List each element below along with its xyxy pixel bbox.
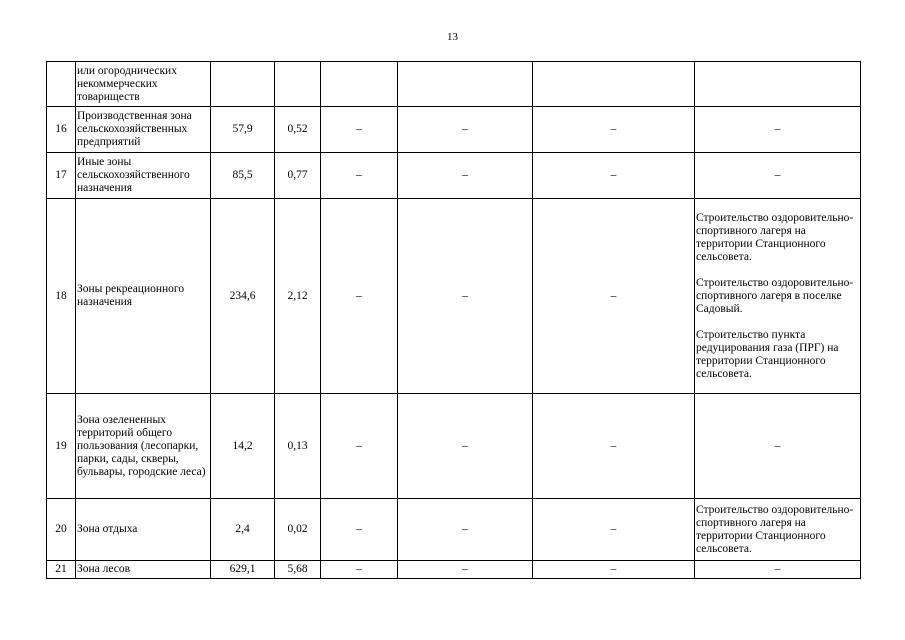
row-number: 18 [47,199,76,394]
note-spacer [696,264,859,277]
table-row [47,62,861,107]
column-7-value [533,62,695,107]
column-5-value: – [321,199,398,394]
table-row [47,394,861,499]
column-6-value [398,62,533,107]
zone-name: Иные зоны сельскохозяйственного назначения [76,153,211,199]
row-number [47,62,76,107]
table-row [47,107,861,153]
percent-value: 5,68 [275,561,321,579]
zone-name: Зона лесов [76,561,211,579]
area-value: 85,5 [211,153,275,199]
page-number: 13 [447,31,458,43]
percent-value: 0,13 [275,394,321,499]
notes-cell: – [695,561,861,579]
percent-value: 0,52 [275,107,321,153]
area-value: 14,2 [211,394,275,499]
note-spacer [696,316,859,329]
note-paragraph: Строительство пункта редуцирования газа (ПРГ) на территории Станционного сельсовета. [696,328,839,380]
area-value: 57,9 [211,107,275,153]
percent-value: 2,12 [275,199,321,394]
area-value: 629,1 [211,561,275,579]
column-7-value: – [533,499,695,561]
area-value [211,62,275,107]
column-7-value: – [533,153,695,199]
notes-cell [695,62,861,107]
zone-name: Зоны рекреационного назначения [76,199,211,394]
row-number: 21 [47,561,76,579]
notes-cell: Строительство оздоровительно-спортивного лагеря на территории Станционного сельсовета. [695,499,861,561]
area-value: 2,4 [211,499,275,561]
row-number: 17 [47,153,76,199]
row-number: 20 [47,499,76,561]
column-5-value: – [321,561,398,579]
table-row [47,561,861,579]
column-7-value: – [533,199,695,394]
column-5-value: – [321,153,398,199]
note-paragraph: Строительство оздоровительно-спортивного лагеря на территории Станционного сельсовета. [696,211,854,263]
zones-table [46,61,861,579]
column-7-value: – [533,394,695,499]
column-6-value: – [398,561,533,579]
row-number: 16 [47,107,76,153]
table-row [47,199,861,394]
table-row [47,499,861,561]
notes-cell [695,199,861,394]
zone-name: Зона озелененных территорий общего пользования (лесопарки, парки, сады, скверы, бульвары, городские леса) [76,394,211,499]
column-5-value: – [321,499,398,561]
table-row [47,153,861,199]
notes-cell: – [695,394,861,499]
notes-cell: – [695,153,861,199]
area-value: 234,6 [211,199,275,394]
column-6-value: – [398,153,533,199]
notes-cell: – [695,107,861,153]
column-7-value: – [533,107,695,153]
column-6-value: – [398,394,533,499]
column-6-value: – [398,199,533,394]
zone-name: или огороднических некоммерческих товариществ [76,62,211,107]
column-6-value: – [398,499,533,561]
zone-name: Зона отдыха [76,499,211,561]
column-5-value [321,62,398,107]
percent-value: 0,02 [275,499,321,561]
percent-value [275,62,321,107]
percent-value: 0,77 [275,153,321,199]
column-5-value: – [321,107,398,153]
row-number: 19 [47,394,76,499]
column-5-value: – [321,394,398,499]
note-paragraph: Строительство оздоровительно-спортивного лагеря в поселке Садовый. [696,276,854,315]
zone-name: Производственная зона сельскохозяйственных предприятий [76,107,211,153]
column-6-value: – [398,107,533,153]
column-7-value: – [533,561,695,579]
